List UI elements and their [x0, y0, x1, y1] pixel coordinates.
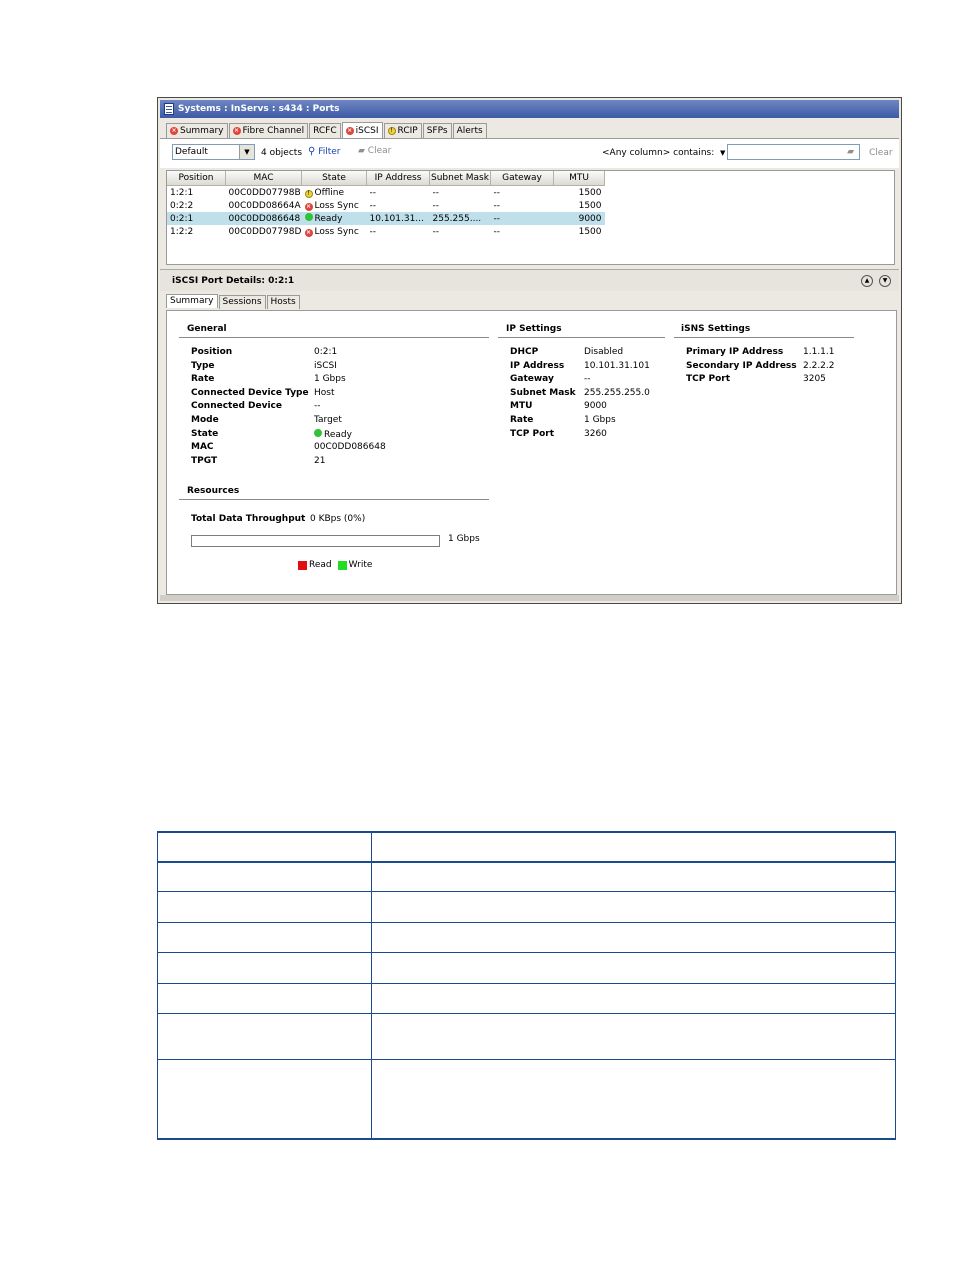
cell-text: 1:2:2 — [170, 226, 194, 237]
doc-table-bottom-rule — [157, 1138, 896, 1140]
field-value — [314, 442, 386, 456]
field-value — [314, 456, 325, 470]
cell-text: -- — [369, 187, 376, 198]
tab-label: iSCSI — [355, 125, 379, 136]
subtab-summary[interactable]: Summary — [166, 294, 218, 308]
divider — [498, 337, 665, 338]
divider — [179, 337, 489, 338]
cell-mtu — [554, 225, 605, 238]
search-clear-button[interactable]: Clear — [869, 148, 893, 158]
ok-icon — [305, 213, 313, 221]
field-row — [191, 442, 386, 456]
ports-window — [157, 97, 902, 604]
field-label: Position — [191, 347, 233, 357]
cell-text: 1500 — [578, 187, 602, 198]
cell-subnet — [430, 212, 491, 225]
field-row — [510, 388, 650, 402]
filter-label: Filter — [318, 147, 341, 157]
field-label: Rate — [191, 374, 215, 385]
general-section-title: General — [187, 324, 227, 334]
throughput-legend — [298, 560, 378, 570]
throughput-value: 0 KBps (0%) — [310, 514, 366, 524]
tab-summary[interactable] — [166, 123, 228, 138]
toolbar — [160, 138, 899, 168]
field-label: Connected Device Type — [191, 387, 309, 398]
field-row — [191, 361, 386, 375]
field-value — [314, 388, 335, 402]
legend-swatch — [298, 561, 307, 570]
field-label: DHCP — [510, 347, 539, 357]
tab-sfps[interactable] — [423, 123, 452, 138]
cell-position — [167, 199, 226, 212]
field-value-text: Disabled — [584, 347, 624, 357]
cell-position — [167, 186, 226, 200]
cell-text: 255.255.... — [432, 213, 482, 224]
field-value-text: 1 Gbps — [584, 414, 616, 425]
window-title-bar — [160, 100, 899, 118]
field-value-text: 00C0DD086648 — [314, 442, 386, 453]
field-value-text: Target — [314, 414, 342, 425]
window-title: Systems : InServs : s434 : Ports — [178, 104, 340, 114]
tab-label: Summary — [180, 126, 224, 136]
tab-rcfc[interactable] — [309, 123, 341, 138]
cell-text: 00C0DD08664A — [228, 200, 301, 211]
cell-text: 9000 — [578, 213, 602, 224]
legend-item — [338, 560, 373, 570]
field-value — [584, 388, 650, 402]
doc-table-header-rule — [158, 861, 895, 863]
subtab-sessions[interactable]: Sessions — [219, 295, 266, 309]
field-label: State — [191, 428, 219, 439]
table-row[interactable] — [167, 186, 605, 200]
ok-icon — [314, 429, 322, 437]
tab-fibre-channel[interactable] — [229, 123, 309, 138]
table-header-row — [167, 171, 605, 186]
cell-text: 00C0DD07798D — [228, 226, 302, 237]
cell-text: -- — [369, 226, 376, 237]
cell-mac — [226, 212, 302, 225]
column-filter-select[interactable] — [602, 148, 725, 158]
cell-subnet — [430, 225, 491, 238]
legend-swatch — [338, 561, 347, 570]
cell-text: -- — [369, 200, 376, 211]
expand-down-icon[interactable]: ▼ — [879, 275, 891, 287]
field-label: TCP Port — [510, 428, 554, 439]
cell-gateway — [491, 225, 554, 238]
field-value — [803, 361, 835, 375]
column-header-position[interactable]: Position — [167, 171, 226, 186]
field-row — [191, 388, 386, 402]
subtab-hosts[interactable]: Hosts — [267, 295, 300, 309]
field-label: Mode — [191, 414, 219, 425]
resources-section-title: Resources — [187, 486, 240, 496]
eraser-icon: ▰ — [358, 146, 365, 156]
error-icon: × — [347, 126, 353, 134]
cell-mtu — [554, 199, 605, 212]
field-value-text: 3260 — [584, 428, 607, 439]
field-label: Connected Device — [191, 401, 282, 412]
cell-mtu — [554, 212, 605, 225]
cell-mac — [226, 199, 302, 212]
doc-table-row-rule — [158, 1059, 895, 1060]
object-count: 4 objects — [261, 148, 303, 158]
column-header-state[interactable]: State — [302, 171, 367, 186]
view-select-value: Default — [175, 147, 208, 157]
cell-text: Ready — [314, 214, 343, 224]
cell-subnet — [430, 199, 491, 212]
field-row — [510, 429, 650, 443]
doc-table-row-rule — [158, 983, 895, 984]
error-icon: × — [305, 228, 312, 236]
cell-state — [302, 186, 367, 200]
field-value-text: 2.2.2.2 — [803, 360, 835, 371]
column-header-ip-address[interactable]: IP Address — [367, 171, 430, 186]
field-value — [584, 429, 607, 443]
details-title: iSCSI Port Details: 0:2:1 — [172, 276, 295, 286]
cell-text: -- — [493, 226, 500, 237]
chevron-down-icon: ▼ — [719, 149, 726, 157]
cell-text: Loss Sync — [314, 200, 359, 211]
doc-table-row-rule — [158, 1013, 895, 1014]
details-subtabs — [166, 295, 301, 309]
cell-text: -- — [493, 213, 500, 224]
doc-table — [157, 833, 896, 1140]
field-value — [584, 415, 616, 429]
throughput-label: Total Data Throughput — [191, 514, 306, 524]
column-header-subnet-mask[interactable]: Subnet Mask — [430, 171, 491, 186]
chevron-down-icon[interactable]: ▼ — [239, 145, 254, 159]
field-value — [314, 429, 352, 443]
field-label: TCP Port — [686, 374, 730, 385]
field-row — [191, 415, 386, 429]
tab-label: SFPs — [426, 126, 448, 136]
isns-settings-section-title: iSNS Settings — [681, 324, 751, 334]
tab-label: Fibre Channel — [242, 126, 305, 136]
cell-text: -- — [493, 200, 500, 211]
cell-text: 0:2:2 — [170, 200, 194, 211]
cell-text: Loss Sync — [314, 226, 359, 237]
doc-table-row-rule — [158, 891, 895, 892]
field-value — [584, 361, 650, 375]
field-value-text: iSCSI — [314, 360, 337, 371]
field-value-text: 1 Gbps — [314, 374, 346, 385]
cell-gateway — [491, 186, 554, 200]
cell-text: -- — [432, 187, 439, 198]
field-row — [191, 401, 386, 415]
field-row — [510, 347, 650, 361]
throughput-scale-max: 1 Gbps — [448, 534, 480, 544]
column-filter-label: <Any column> contains: — [602, 148, 715, 158]
table-row[interactable] — [167, 199, 605, 212]
cell-text: -- — [432, 226, 439, 237]
cell-ip — [367, 199, 430, 212]
error-icon: × — [171, 127, 177, 134]
field-value — [314, 401, 321, 415]
error-icon: × — [233, 127, 240, 134]
view-select[interactable] — [172, 144, 255, 160]
details-summary-panel — [166, 310, 897, 595]
field-label: Type — [191, 360, 215, 371]
cell-mac — [226, 225, 302, 238]
filter-icon: ⚲ — [308, 146, 316, 157]
collapse-up-icon[interactable]: ▲ — [861, 275, 873, 287]
field-value-text: 3205 — [803, 374, 826, 385]
field-label: IP Address — [510, 360, 565, 371]
field-label: Subnet Mask — [510, 387, 576, 398]
field-value — [314, 374, 346, 388]
general-fields — [191, 347, 386, 469]
cell-text: 1500 — [578, 226, 602, 237]
field-value — [314, 415, 342, 429]
field-value — [584, 374, 591, 388]
throughput-bar — [191, 535, 440, 547]
ports-table — [166, 170, 895, 265]
field-row — [191, 374, 386, 388]
cell-text: 1:2:1 — [170, 187, 194, 198]
warning-icon: ! — [388, 127, 396, 135]
details-header — [160, 269, 899, 291]
port-type-tabs — [166, 123, 488, 138]
field-value-text: 10.101.31.101 — [584, 360, 650, 371]
field-value — [314, 361, 337, 375]
warning-icon: ! — [305, 190, 313, 198]
cell-text: 1500 — [578, 200, 602, 211]
cell-gateway — [491, 212, 554, 225]
cell-ip — [367, 186, 430, 200]
tab-alerts[interactable] — [453, 123, 487, 138]
cell-ip — [367, 212, 430, 225]
field-row — [686, 374, 835, 388]
cell-state — [302, 199, 367, 212]
cell-text: 00C0DD07798B — [228, 187, 301, 198]
field-value — [584, 347, 623, 361]
field-label: MTU — [510, 401, 533, 412]
isns-settings-fields — [686, 347, 835, 388]
cell-gateway — [491, 199, 554, 212]
field-label: Gateway — [510, 374, 554, 385]
field-value-text: 0:2:1 — [314, 347, 338, 357]
cell-text: -- — [493, 187, 500, 198]
field-value-text: Host — [314, 387, 335, 398]
field-row — [510, 415, 650, 429]
field-value — [803, 374, 826, 388]
cell-state — [302, 212, 367, 225]
field-label: MAC — [191, 442, 214, 453]
app-icon — [164, 103, 174, 115]
table-row[interactable] — [167, 212, 605, 225]
field-row — [510, 374, 650, 388]
ports-table-body — [167, 171, 605, 238]
cell-text: 10.101.31... — [369, 213, 424, 224]
error-icon: × — [305, 202, 312, 210]
divider — [179, 499, 489, 500]
legend-label: Write — [348, 560, 373, 570]
field-row — [191, 429, 386, 443]
doc-table-row-rule — [158, 922, 895, 923]
cell-ip — [367, 225, 430, 238]
cell-position — [167, 225, 226, 238]
clear-search-icon[interactable]: ▰ — [847, 147, 854, 157]
table-row[interactable] — [167, 225, 605, 238]
field-label: Secondary IP Address — [686, 360, 797, 371]
field-row — [510, 361, 650, 375]
doc-table-column-divider — [371, 833, 372, 1140]
clear-label: Clear — [367, 146, 392, 156]
field-value-text: Ready — [324, 429, 352, 440]
field-label: Primary IP Address — [686, 347, 784, 357]
field-label: Rate — [510, 414, 534, 425]
column-header-mac[interactable]: MAC — [226, 171, 302, 186]
field-value-text: 21 — [314, 455, 326, 466]
tab-label: RCFC — [313, 126, 337, 136]
cell-text: -- — [432, 200, 439, 211]
cell-position — [167, 212, 226, 225]
field-value-text: -- — [584, 374, 591, 385]
tab-label: RCIP — [397, 126, 418, 136]
cell-subnet — [430, 186, 491, 200]
ip-settings-fields — [510, 347, 650, 442]
cell-state — [302, 225, 367, 238]
clear-filter-button[interactable] — [358, 146, 391, 156]
doc-table-row-rule — [158, 952, 895, 953]
field-row — [191, 456, 386, 470]
field-row — [686, 361, 835, 375]
legend-item — [298, 560, 332, 570]
search-input[interactable] — [727, 144, 860, 160]
field-label: TPGT — [191, 455, 218, 466]
field-value — [314, 347, 337, 361]
tab-label: Alerts — [456, 126, 483, 136]
field-value — [803, 347, 835, 361]
field-row — [191, 347, 386, 361]
field-value — [584, 401, 607, 415]
column-header-gateway[interactable]: Gateway — [491, 171, 554, 186]
ip-settings-section-title: IP Settings — [506, 324, 562, 334]
field-value-text: 9000 — [584, 401, 607, 412]
tab-iscsi[interactable] — [342, 122, 383, 138]
column-header-mtu[interactable]: MTU — [554, 171, 605, 186]
cell-text: 00C0DD086648 — [228, 213, 301, 224]
legend-label: Read — [309, 560, 332, 570]
divider — [674, 337, 854, 338]
window-bottom-border — [160, 595, 899, 601]
field-row — [510, 401, 650, 415]
cell-text: 0:2:1 — [170, 213, 194, 224]
filter-button[interactable] — [308, 146, 341, 157]
field-value-text: 255.255.255.0 — [584, 387, 650, 398]
field-value-text: -- — [314, 401, 321, 412]
cell-text: Offline — [314, 187, 345, 198]
cell-mac — [226, 186, 302, 200]
cell-mtu — [554, 186, 605, 200]
field-value-text: 1.1.1.1 — [803, 347, 835, 357]
field-row — [686, 347, 835, 361]
tab-rcip[interactable] — [384, 123, 422, 138]
